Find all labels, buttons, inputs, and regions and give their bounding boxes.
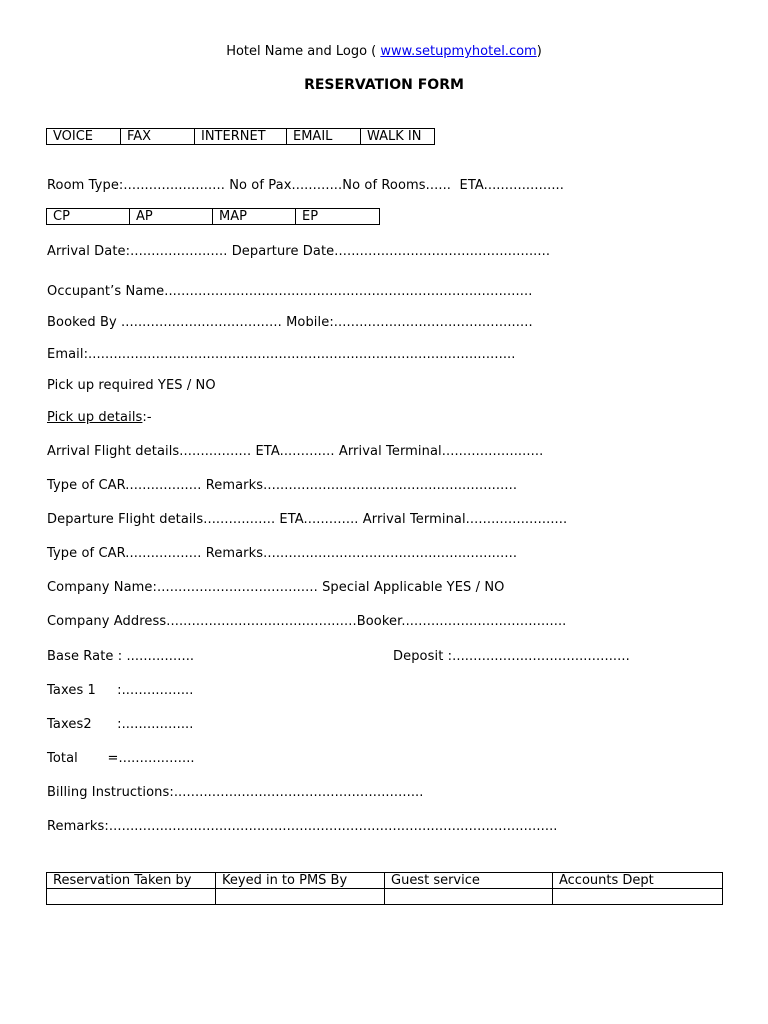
- hotel-header-suffix: ): [536, 44, 542, 59]
- occupant-name-field[interactable]: Occupant’s Name.......................................................................................: [47, 284, 533, 299]
- room-type-field[interactable]: Room Type:........................ No of Pax............No of Rooms...... ETA...................: [47, 178, 565, 193]
- signoff-cell-guest-service[interactable]: [385, 889, 553, 905]
- source-email[interactable]: EMAIL: [287, 129, 361, 145]
- pickup-details-suffix: :-: [142, 410, 152, 425]
- meal-plan-ap[interactable]: AP: [130, 209, 213, 225]
- signoff-table: [46, 872, 723, 905]
- signoff-cell-reservation-taken-by[interactable]: [47, 889, 216, 905]
- website-link[interactable]: www.setupmyhotel.com: [380, 44, 537, 59]
- signoff-header-row: [47, 873, 723, 889]
- signoff-cell-keyed-in-pms[interactable]: [216, 889, 385, 905]
- pickup-details-heading: [47, 410, 152, 426]
- meal-plan-map[interactable]: MAP: [213, 209, 296, 225]
- taxes1-field[interactable]: Taxes 1 :.................: [47, 683, 194, 698]
- meal-plan-table: [46, 208, 380, 225]
- signoff-cell-accounts-dept[interactable]: [553, 889, 723, 905]
- signoff-header-accounts-dept: Accounts Dept: [553, 873, 723, 889]
- car-type-field-1[interactable]: Type of CAR.................. Remarks............................................................: [47, 478, 518, 493]
- arrival-departure-field[interactable]: Arrival Date:....................... Departure Date...................................................: [47, 244, 551, 259]
- arrival-flight-field[interactable]: Arrival Flight details................. ETA............. Arrival Terminal........................: [47, 444, 544, 459]
- signoff-header-reservation-taken-by: Reservation Taken by: [47, 873, 216, 889]
- source-voice[interactable]: VOICE: [47, 129, 121, 145]
- form-title: RESERVATION FORM: [304, 77, 464, 93]
- taxes2-field[interactable]: Taxes2 :.................: [47, 717, 194, 732]
- booked-by-field[interactable]: Booked By ...................................... Mobile:...............................................: [47, 315, 533, 330]
- source-walk-in[interactable]: WALK IN: [361, 129, 435, 145]
- total-field[interactable]: Total =..................: [47, 751, 195, 766]
- meal-plan-ep[interactable]: EP: [296, 209, 380, 225]
- source-fax[interactable]: FAX: [121, 129, 195, 145]
- car-type-field-2[interactable]: Type of CAR.................. Remarks............................................................: [47, 546, 518, 561]
- remarks-field[interactable]: Remarks:..........................................................................................................: [47, 819, 558, 834]
- hotel-name-label: Hotel Name and Logo (: [226, 44, 381, 59]
- base-rate-field[interactable]: Base Rate : ................: [47, 649, 195, 664]
- company-address-field[interactable]: Company Address.............................................Booker.......................................: [47, 614, 567, 629]
- meal-plan-cp[interactable]: CP: [47, 209, 130, 225]
- company-name-field[interactable]: Company Name:...................................... Special Applicable YES / NO: [47, 580, 505, 595]
- signoff-header-guest-service: Guest service: [385, 873, 553, 889]
- signoff-value-row: [47, 889, 723, 905]
- hotel-header: [0, 44, 768, 60]
- billing-instructions-field[interactable]: Billing Instructions:...........................................................: [47, 785, 424, 800]
- pickup-details-label: Pick up details: [47, 410, 143, 425]
- signoff-header-keyed-in-pms: Keyed in to PMS By: [216, 873, 385, 889]
- deposit-field[interactable]: Deposit :..........................................: [393, 649, 630, 664]
- pickup-required-field[interactable]: Pick up required YES / NO: [47, 378, 216, 393]
- departure-flight-field[interactable]: Departure Flight details................. ETA............. Arrival Terminal........................: [47, 512, 568, 527]
- reservation-source-table: [46, 128, 435, 145]
- source-internet[interactable]: INTERNET: [195, 129, 287, 145]
- email-field[interactable]: Email:.....................................................................................................: [47, 347, 516, 362]
